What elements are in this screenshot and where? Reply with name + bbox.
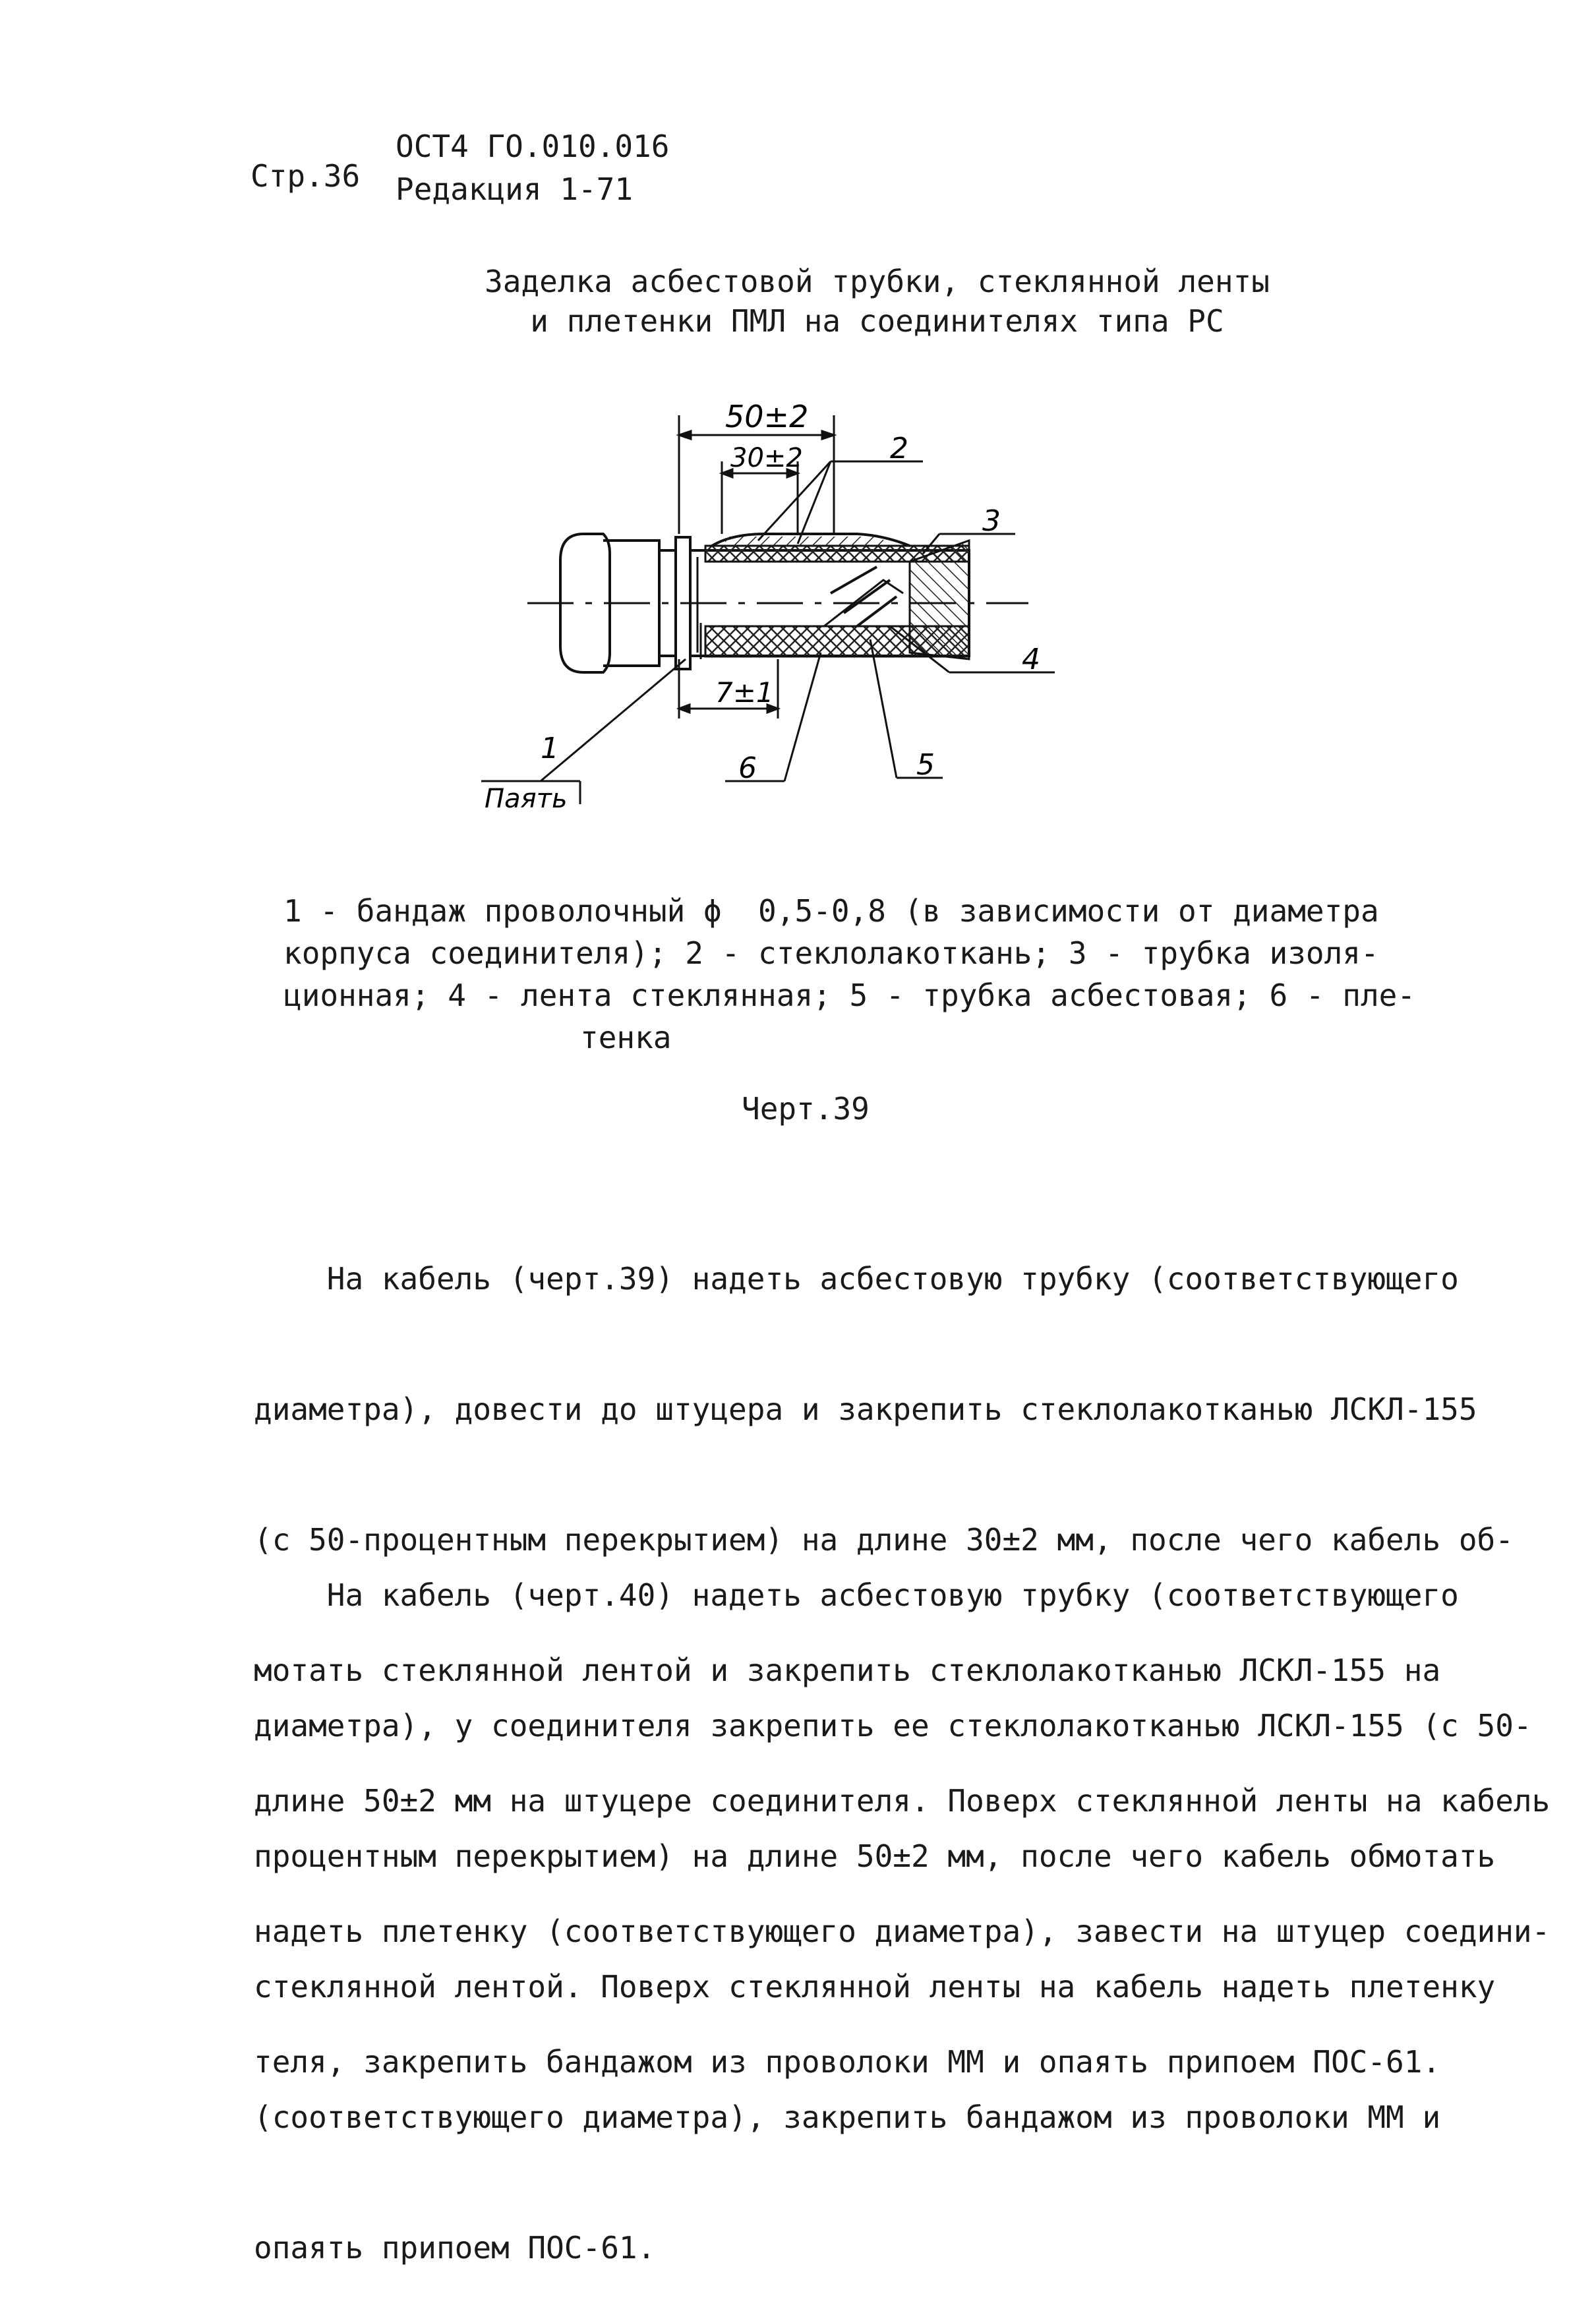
insulating-tube-end	[910, 541, 969, 659]
standard-code: ОСТ4 ГО.010.016	[396, 129, 670, 164]
paragraph-2-line: стеклянной лентой. Поверх стеклянной ленты на кабель надеть плетенку	[254, 1969, 1496, 2005]
label-3: 3	[982, 504, 1001, 538]
paragraph-1-line: мотать стеклянной лентой и закрепить стеклолакотканью ЛСКЛ-155 на	[254, 1653, 1441, 1688]
paragraph-1-line: На кабель (черт.39) надеть асбестовую трубку (соответствующего	[254, 1261, 1459, 1297]
legend-line-2: корпуса соединителя); 2 - стеклолакоткань; 3 - трубка изоля-	[283, 935, 1379, 971]
paragraph-1-line: теля, закрепить бандажом из проволоки ММ и опаять припоем ПОС-61.	[254, 2044, 1441, 2080]
paragraph-1-line: длине 50±2 мм на штуцере соединителя. Поверх стеклянной ленты на кабель	[254, 1783, 1551, 1819]
figure-caption: Черт.39	[742, 1091, 870, 1127]
label-5: 5	[916, 748, 935, 782]
legend-line-3: ционная; 4 - лента стеклянная; 5 - трубка асбестовая; 6 - пле-	[283, 978, 1416, 1013]
paragraph-2-line: опаять припоем ПОС-61.	[254, 2230, 656, 2266]
paragraph-1-line: диаметра), довести до штуцера и закрепить стеклолакотканью ЛСКЛ-155	[254, 1391, 1477, 1427]
label-4: 4	[1022, 643, 1040, 676]
label-6: 6	[738, 751, 757, 785]
dim-7-label: 7±1	[715, 676, 774, 709]
legend-line-1: 1 - бандаж проволочный ϕ 0,5-0,8 (в зависимости от диаметра	[283, 893, 1379, 929]
page-number: Стр.36	[251, 158, 361, 194]
paragraph-1-line: (с 50-процентным перекрытием) на длине 30±2 мм, после чего кабель об-	[254, 1522, 1514, 1558]
dim-50-label: 50±2	[725, 399, 809, 434]
edition: Редакция 1-71	[396, 171, 634, 207]
label-2: 2	[890, 432, 908, 465]
dim-30-label: 30±2	[730, 443, 803, 473]
paragraph-2	[254, 1486, 1532, 2313]
paragraph-2-line: На кабель (черт.40) надеть асбестовую трубку (соответствующего	[254, 1577, 1459, 1613]
paragraph-2-line: диаметра), у соединителя закрепить ее стеклолакотканью ЛСКЛ-155 (с 50-	[254, 1708, 1532, 1743]
connector-drawing	[0, 0, 1596, 870]
paragraph-2-line: (соответствующего диаметра), закрепить бандажом из проволоки ММ и	[254, 2099, 1441, 2135]
paragraph-1-line: надеть плетенку (соответствующего диаметра), завести на штуцер соедини-	[254, 1914, 1551, 1949]
solder-label: Паять	[485, 784, 568, 814]
title-line-2: и плетенки ПМЛ на соединителях типа РС	[530, 303, 1224, 339]
title-line-1: Заделка асбестовой трубки, стеклянной ленты	[485, 264, 1270, 299]
label-1: 1	[541, 732, 559, 765]
paragraph-2-line: процентным перекрытием) на длине 50±2 мм, после чего кабель обмотать	[254, 1838, 1496, 1874]
legend-line-4: тенка	[580, 1020, 672, 1055]
